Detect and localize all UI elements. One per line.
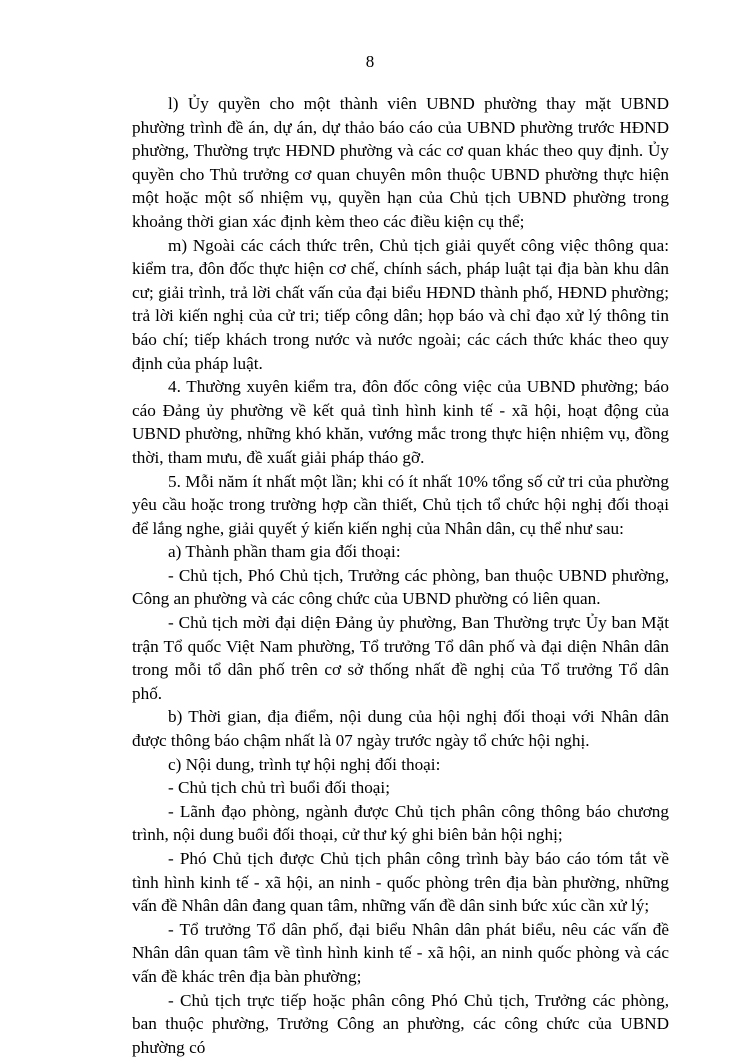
page-number: 8 — [365, 52, 375, 71]
paragraph-chair-presides: - Chủ tịch chủ trì buổi đối thoại; — [168, 778, 390, 798]
paragraph-program-announcement: - Lãnh đạo phòng, ngành được Chủ tịch phân công thông báo chương trình, nội dung buổi đối thoại, cử thư ký ghi biên bản hội nghị; — [132, 801, 669, 845]
paragraph-c-procedure: c) Nội dung, trình tự hội nghị đối thoại: — [168, 754, 441, 774]
paragraph-residents-speak: - Tổ trưởng Tổ dân phố, đại biểu Nhân dân phát biểu, nêu các vấn đề Nhân dân quan tâm về tình hình kinh tế - xã hội, an ninh quốc phòng và các vấn đề khác trên địa bàn phường; — [132, 919, 669, 986]
paragraph-m-other-methods: m) Ngoài các cách thức trên, Chủ tịch giải quyết công việc thông qua: kiểm tra, đôn đốc thực hiện cơ chế, chính sách, pháp luật tại địa bàn khu dân cư; giải trình, trả lời chất vấn của đại biểu HĐND thành phố, HĐND phường; trả lời kiến nghị của cử tri; tiếp công dân; họp báo và chỉ đạo xử lý thông tin báo chí; tiếp khách trong nước và nước ngoài; các cách thức khác theo quy định của pháp luật. — [132, 235, 669, 373]
paragraph-participants-officials: - Chủ tịch, Phó Chủ tịch, Trưởng các phòng, ban thuộc UBND phường, Công an phường và các công chức của UBND phường có liên quan. — [132, 565, 669, 609]
paragraph-l-delegation: l) Ủy quyền cho một thành viên UBND phường thay mặt UBND phường trình đề án, dự án, dự thảo báo cáo của UBND phường trước HĐND phường, Thường trực HĐND phường và các cơ quan khác theo quy định. Ủy quyền cho Thủ trưởng cơ quan chuyên môn thuộc UBND phường thực hiện một hoặc một số nhiệm vụ, quyền hạn của Chủ tịch UBND phường trong khoảng thời gian xác định kèm theo các điều kiện cụ thể; — [132, 94, 669, 231]
paragraph-4-inspection: 4. Thường xuyên kiểm tra, đôn đốc công việc của UBND phường; báo cáo Đảng ủy phường về kết quả tình hình kinh tế - xã hội, hoạt động của UBND phường, những khó khăn, vướng mắc trong thực hiện nhiệm vụ, đồng thời, tham mưu, đề xuất giải pháp tháo gỡ. — [132, 377, 669, 467]
paragraph-b-time-place: b) Thời gian, địa điểm, nội dung của hội nghị đối thoại với Nhân dân được thông báo chậm nhất là 07 ngày trước ngày tổ chức hội nghị. — [132, 707, 669, 751]
paragraph-vice-chair-report: - Phó Chủ tịch được Chủ tịch phân công trình bày báo cáo tóm tắt về tình hình kinh tế - xã hội, an ninh - quốc phòng trên địa bàn phường, những vấn đề Nhân dân đang quan tâm, những vấn đề dân sinh bức xúc cần xử lý; — [132, 849, 669, 916]
paragraph-participants-invited: - Chủ tịch mời đại diện Đảng ủy phường, Ban Thường trực Ủy ban Mặt trận Tổ quốc Việt Nam phường, Tổ trưởng Tổ dân phố và đại diện Nhân dân trong mỗi tổ dân phố trên cơ sở thống nhất đề nghị của Tổ trưởng Tổ dân phố. — [132, 613, 669, 703]
paragraph-chair-responds: - Chủ tịch trực tiếp hoặc phân công Phó Chủ tịch, Trưởng các phòng, ban thuộc phường, Trưởng Công an phường, các công chức của UBND phường có — [132, 990, 669, 1057]
paragraph-5-dialogue-conference: 5. Mỗi năm ít nhất một lần; khi có ít nhất 10% tổng số cử tri của phường yêu cầu hoặc trong trường hợp cần thiết, Chủ tịch tổ chức hội nghị đối thoại để lắng nghe, giải quyết ý kiến kiến nghị của Nhân dân, cụ thể như sau: — [132, 471, 669, 538]
document-body — [132, 92, 669, 1059]
paragraph-a-participants: a) Thành phần tham gia đối thoại: — [168, 542, 401, 562]
